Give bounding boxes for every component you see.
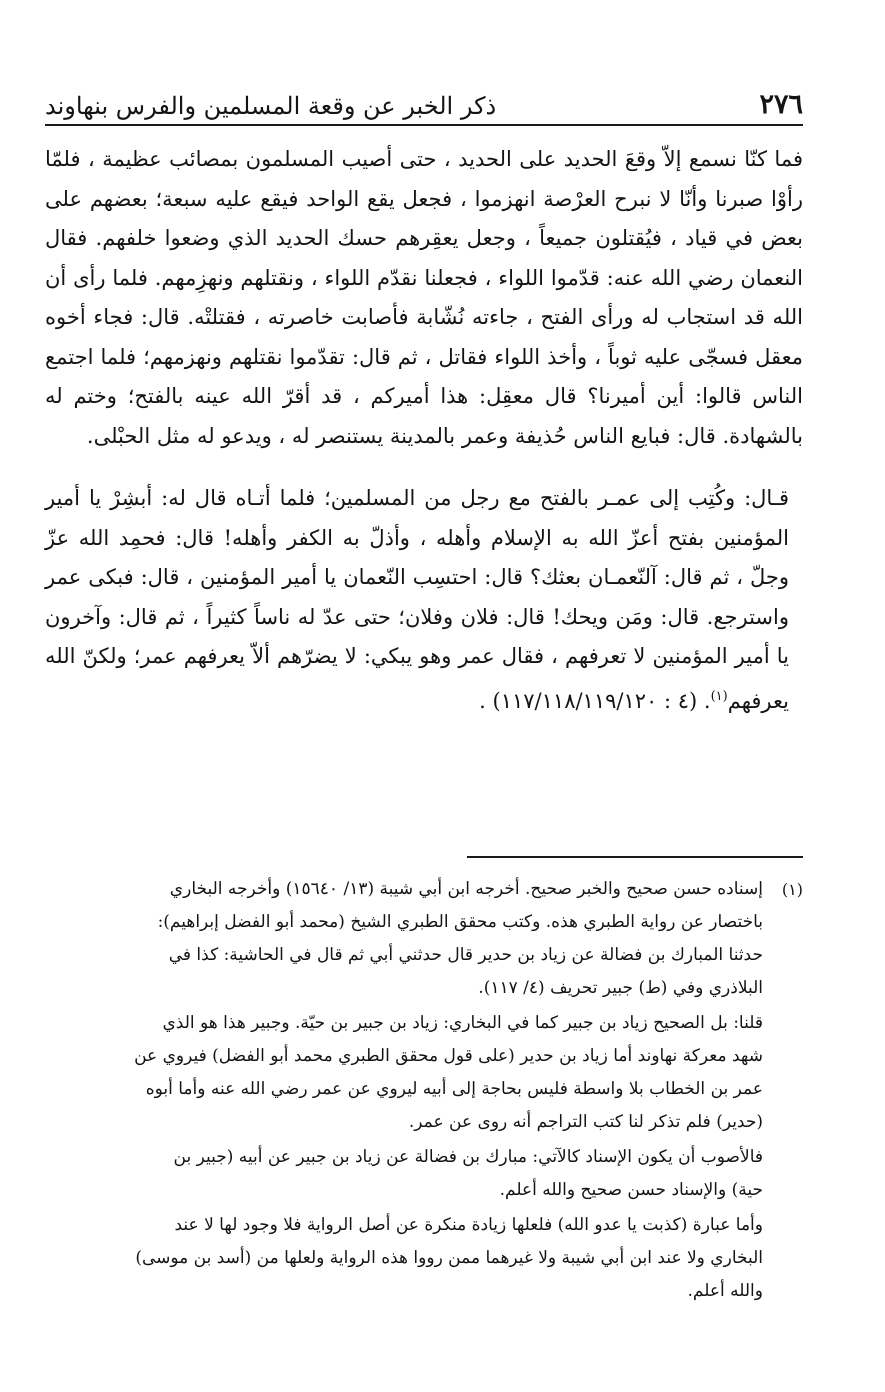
footnote-line: حية) والإسناد حسن صحيح والله أعلم. (499, 1180, 763, 1200)
main-text (45, 140, 803, 721)
footnote-body (45, 873, 763, 1308)
footnote-line: باختصار عن رواية الطبري هذه. وكتب محقق الطبري الشيخ (محمد أبو الفضل إبراهيم): (157, 912, 763, 932)
footnote-1 (45, 873, 803, 1308)
footnote-marker: (١) (781, 880, 803, 899)
footnote-line: (حدير) فلم تذكر لنا كتب التراجم أنه روى عن عمر. (408, 1112, 763, 1132)
page-header (45, 80, 803, 126)
paragraph-2-end: . (703, 688, 711, 713)
paragraph-2 (45, 479, 803, 721)
footnote-reference: (١) (710, 688, 728, 704)
footnote-divider (467, 856, 803, 858)
footnote-line: البلاذري وفي (ط) جبير تحريف (٤/ ١١٧). (478, 978, 763, 998)
running-title: ذكر الخبر عن وقعة المسلمين والفرس بنهاوند (45, 92, 497, 120)
footnote-line: إسناده حسن صحيح والخبر صحيح. أخرجه ابن أبي شيبة (١٣/ ١٥٦٤٠) وأخرجه البخاري (169, 879, 763, 899)
paragraph-2-citation: (٤ : ١١٧/١١٨/١١٩/١٢٠) . (479, 688, 698, 713)
paragraph-2-text: قـال: وكُتِب إلى عمـر بالفتح مع رجل من المسلمين؛ فلما أتـاه قال له: أبشِرْ يا أمير المؤمنين بفتح أعزّ الله به الإسلام وأهله ، وأذلّ به الكفر وأهله! قال: فحمِد الله عزّ وجلّ ، ثم قال: آلنّعمـان بعثك؟ قال: احتسِب النّعمان يا أمير المؤمنين ، قال: فبكى عمر واسترجع. قال: ومَن ويحك! قال: فلان وفلان؛ حتى عدّ له ناساً كثيراً ، ثم قال: وآخرون يا أمير المؤمنين لا تعرفهم ، فقال عمر وهو يبكي: لا يضرّهم ألاّ يعرفهم عمر؛ ولكنّ الله يعرفهم (45, 486, 789, 713)
footnote-line: قلنا: بل الصحيح زياد بن جبير كما في البخاري: زياد بن جبير بن حيّة. وجبير هذا هو الذي (162, 1013, 763, 1033)
footnote-line: فالأصوب أن يكون الإسناد كالآتي: مبارك بن فضالة عن زياد بن جبير عن أبيه (جبير بن (173, 1147, 763, 1167)
footnote-line: شهد معركة نهاوند أما زياد بن حدير (على قول محقق الطبري محمد أبو الفضل) فيروي عن (134, 1046, 763, 1066)
footnote-line: البخاري ولا عند ابن أبي شيبة ولا غيرهما ممن رووا هذه الرواية ولعلها من (أسد بن موسى) (135, 1248, 763, 1268)
footnote-line: عمر بن الخطاب بلا واسطة فليس بحاجة إلى أبيه ليروي عن عمر رضي الله عنه وأما أبوه (145, 1079, 763, 1099)
footnote-line: وأما عبارة (كذبت يا عدو الله) فلعلها زيادة منكرة عن أصل الرواية فلا وجود لها لا عند (174, 1215, 763, 1235)
footnote-line: حدثنا المبارك بن فضالة عن زياد بن حدير قال حدثني أبي ثم قال في الحاشية: كذا في (168, 945, 763, 965)
footnote-line: والله أعلم. (687, 1281, 763, 1301)
paragraph-1: فما كنّا نسمع إلاّ وقعَ الحديد على الحديد ، حتى أصيب المسلمون بمصائب عظيمة ، فلمّا رأوْا صبرنا وأنّا لا نبرح العرْصة انهزموا ، فجعل يقع الواحد فيقع عليه سبعة؛ بعضهم على بعض في قياد ، فيُقتلون جميعاً ، وجعل يعقِرهم حسك الحديد الذي وضعوا خلفهم. فقال النعمان رضي الله عنه: قدّموا اللواء ، فجعلنا نقدّم اللواء ، ونقتلهم ونهزِمهم. فلما رأى أن الله قد استجاب له ورأى الفتح ، جاءته نُشّابة فأصابت خاصرته ، فقتلتْه. قال: فجاء أخوه معقل فسجّى عليه ثوباً ، وأخذ اللواء فقاتل ، ثم قال: تقدّموا نقتلهم ونهزمهم؛ فلما اجتمع الناس قالوا: أين أميرنا؟ قال معقِل: هذا أميركم ، قد أقرّ الله عينه بالفتح؛ وختم له بالشهادة. قال: فبايع الناس حُذيفة وعمر بالمدينة يستنصر له ، ويدعو له مثل الحبْلى. (45, 147, 803, 448)
page-number: ٢٧٦ (759, 89, 803, 120)
footnotes (45, 873, 803, 1308)
